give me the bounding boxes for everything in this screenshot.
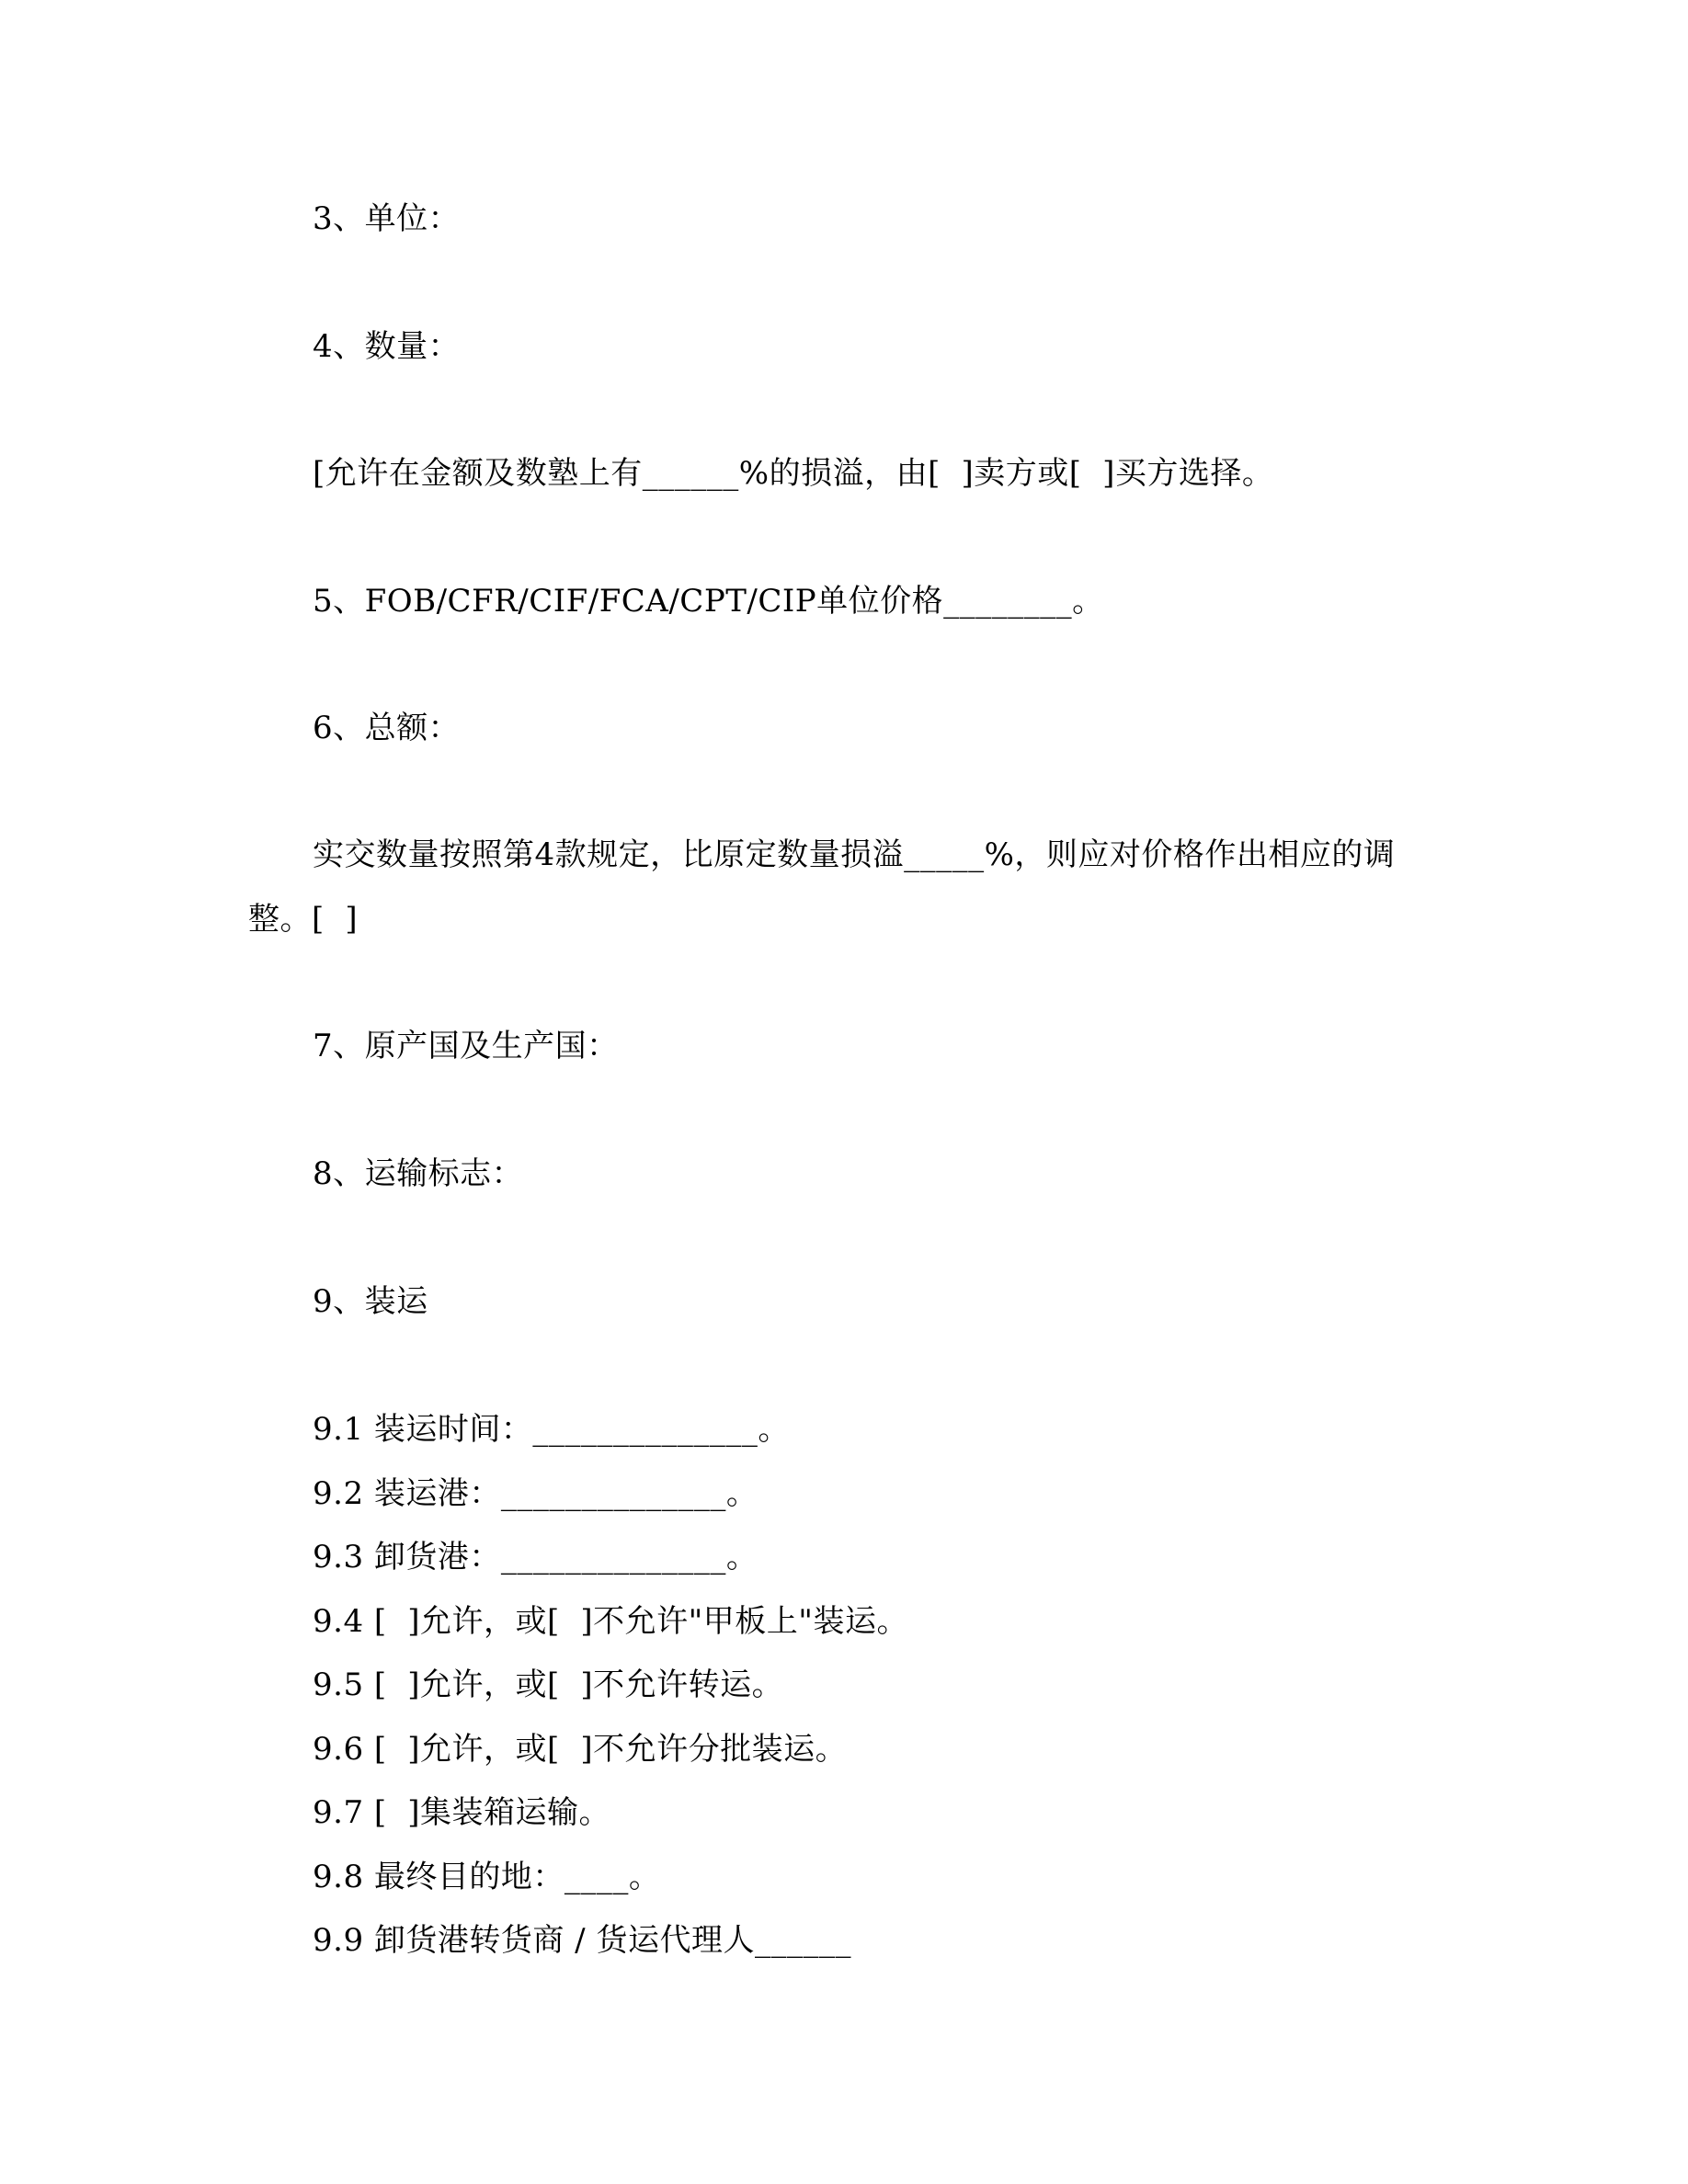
port-of-loading: 9.2 装运港：______________。 [313,1475,758,1512]
on-deck-shipment: 9.4 [ ]允许，或[ ]不允许"甲板上"装运。 [313,1603,908,1640]
transshipment: 9.5 [ ]允许，或[ ]不允许转运。 [313,1666,784,1703]
port-of-discharge: 9.3 卸货港：______________。 [313,1539,758,1575]
item-origin: 7、原产国及生产国： [313,1028,619,1064]
quantity-tolerance: [允许在金额及数塾上有______%的损溢，由[ ]卖方或[ ]买方选择。 [313,455,1274,492]
container-transport: 9.7 [ ]集装箱运输。 [313,1794,611,1831]
forwarding-agent: 9.9 卸货港转货商 / 货运代理人______ [313,1922,851,1959]
partial-shipment: 9.6 [ ]允许，或[ ]不允许分批装运。 [313,1731,848,1768]
item-unit-price: 5、FOB/CFR/CIF/FCA/CPT/CIP单位价格________。 [313,583,1104,620]
item-unit: 3、单位： [313,200,461,237]
item-quantity: 4、数量： [313,328,461,365]
shipment-time: 9.1 装运时间：______________。 [313,1411,790,1448]
item-shipment: 9、装运 [313,1283,428,1320]
item-total-amount: 6、总额： [313,710,461,746]
price-adjustment: 实交数量按照第4款规定，比原定数量损溢_____%，则应对价格作出相应的调 [313,836,1396,873]
price-adjustment-cont: 整。[ ] [248,901,359,938]
item-shipping-marks: 8、运输标志： [313,1155,524,1192]
final-destination: 9.8 最终目的地：____。 [313,1859,661,1895]
